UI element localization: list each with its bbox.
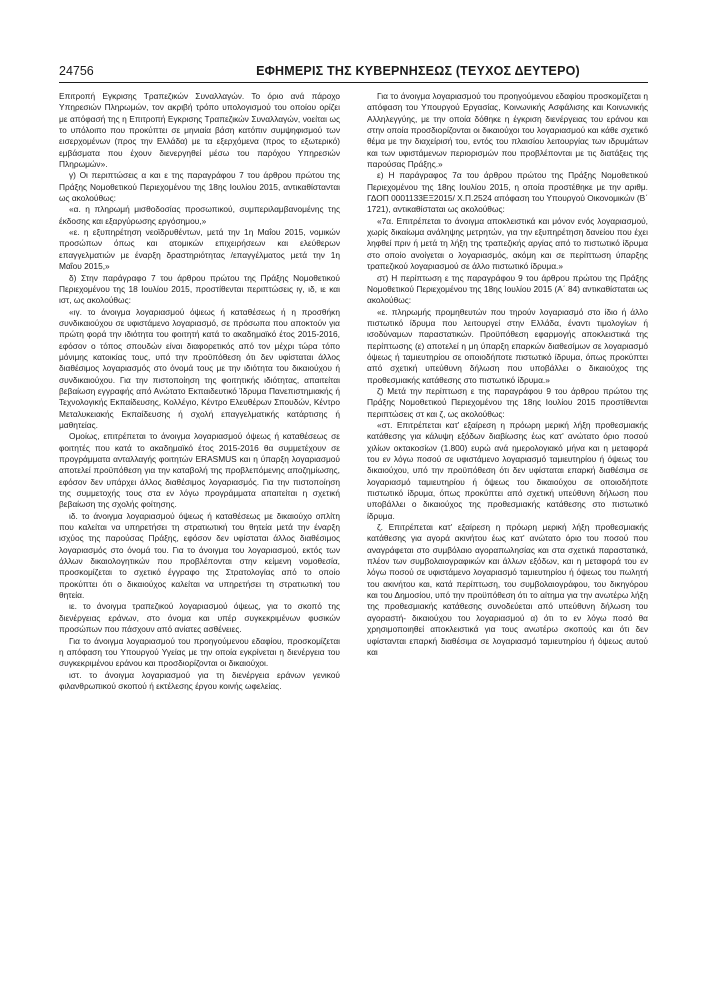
paragraph: «7α. Επιτρέπεται το άνοιγμα αποκλειστικά και μόνον ενός λογαριασμού, χωρίς δικαίωμα ανάληψης μετρητών, για την εξυπηρέτηση δανείου που έχει ληφθεί πριν ή μετά τη λήξη της τραπεζικής αργίας από το πιστωτικό ίδρυμα στο οποίο ανοίγεται ο λογαριασμός, ακόμη και σε περίπτωση ύπαρξης τραπεζικού λογαριασμού σε άλλο πιστωτικό ίδρυμα.» [367, 215, 648, 272]
paragraph: «στ. Επιτρέπεται κατ' εξαίρεση η πρόωρη μερική λήξη προθεσμιακής κατάθεσης για κάλυψη εξόδων διαβίωσης έως κατ' ανώτατο όριο ποσού χιλίων οκτακοσίων (1.800) ευρώ ανά ημερολογιακό μήνα και η μεταφορά του εν λόγω ποσού σε υφιστάμενο λογαριασμό ταμιευτηρίου ή όψεως του δικαιούχου, υπό την προϋπόθεση ότι δεν υφίσταται επαρκή διαθέσιμα σε λογαριασμό ταμιευτηρίου ή όψεως του δικαιούχου σε οποιοδήποτε πιστωτικό ίδρυμα, όπως προκύπτει από σχετική υπεύθυνη δήλωση που υποβάλλει ο δικαιούχος της προθεσμιακής κατάθεσης στο πιστωτικό ίδρυμα. [367, 419, 648, 521]
paragraph: δ) Στην παράγραφο 7 του άρθρου πρώτου της Πράξης Νομοθετικού Περιεχομένου της 18 Ιουλίου 2015, προστίθενται περιπτώσεις ιγ, ιδ, ιε και ιστ, ως ακολούθως: [59, 272, 340, 306]
right-column [367, 91, 648, 981]
paragraph: Επιτροπή Εγκρισης Τραπεζικών Συναλλαγών. Το όριο ανά πάροχο Υπηρεσιών Πληρωμών, τον ακριβή τρόπο υπολογισμού του οποίου ορίζει με απόφασή της η Επιτροπή Εγκρισης Τραπεζικών Συναλλαγών, νοείται ως το υπόλοιπο που προκύπτει σε μηνιαία βάση κατόπιν συμψηφισμού των εισερχομένων (προς την Ελλάδα) με τα εξερχόμενα (προς το εξωτερικό) εμβάσματα που έχουν διενεργηθεί μέσω του παρόχου Υπηρεσιών Πληρωμών». [59, 91, 340, 170]
paragraph: «ε. πληρωμής προμηθευτών που τηρούν λογαριασμό στο ίδιο ή άλλο πιστωτικό ίδρυμα που λειτουργεί στην Ελλάδα, έναντι τιμολογίων ή ισοδύναμων παραστατικών. Προϋπόθεση εφαρμογής αποκλειστικά της περίπτωσης (ε) αποτελεί η μη ύπαρξη επαρκών διαθεσίμων σε λογαριασμό όψεως ή ταμιευτηρίου σε οποιοδήποτε πιστωτικό ίδρυμα, όπως προκύπτει από σχετική υπεύθυνη δήλωση που υποβάλλει ο δικαιούχος της προθεσμιακής κατάθεσης στο πιστωτικό ίδρυμα.» [367, 306, 648, 385]
paragraph: γ) Οι περιπτώσεις α και ε της παραγράφου 7 του άρθρου πρώτου της Πράξης Νομοθετικού Περιεχομένου της 18ης Ιουλίου 2015, αντικαθίστανται ως ακολούθως: [59, 170, 340, 204]
paragraph: στ) Η περίπτωση ε της παραγράφου 9 του άρθρου πρώτου της Πράξης Νομοθετικού Περιεχομένου της 18ης Ιουλίου 2015 (Α΄ 84) αντικαθίσταται ως ακολούθως: [367, 272, 648, 306]
paragraph: ζ. Επιτρέπεται κατ' εξαίρεση η πρόωρη μερική λήξη προθεσμιακής κατάθεσης για αγορά ακινήτου έως κατ' ανώτατο όριο του ποσού που αναγράφεται στο συμβόλαιο αγοραπωλησίας και στα σχετικά παραστατικά, πλέον των συμβολαιογραφικών και άλλων εξόδων, και η μεταφορά του εν λόγω ποσού σε υφιστάμενο λογαριασμό ταμιευτηρίου ή όψεως του πωλητή του ακινήτου και, κατά περίπτωση, του συμβολαιογράφου, του δικηγόρου και του Δημοσίου, υπό την προϋπόθεση ότι το αίτημα για την ανωτέρω λήξη της προθεσμιακής κατάθεσης συνοδεύεται από υπεύθυνη δήλωση του αγοραστή- δικαιούχου του λογαριασμού α) ότι το εν λόγω ποσό θα χρησιμοποιηθεί αποκλειστικά για τους ανωτέρω σκοπούς και ότι δεν υφίστανται επαρκή διαθέσιμα σε λογαριασμό ταμιευτηρίου ή όψεως αυτού και [367, 522, 648, 657]
paragraph: ιδ. το άνοιγμα λογαριασμού όψεως ή καταθέσεως με δικαιούχο οπλίτη που καλείται να υπηρετήσει τη στρατιωτική του θητεία μετά την έναρξη ισχύος της παρούσας Πράξης, εφόσον δεν υφίσταται άλλος διαθέσιμος λογαριασμός στο όνομά του. Για το άνοιγμα του λογαριασμού, εκτός των άλλων δικαιολογητικών που προβλέπονται στην κείμενη νομοθεσία, προσκομίζεται το σχετικό έγγραφο της Στρατολογίας από το οποίο προκύπτει ότι ο δικαιούχος καλείται να υπηρετήσει τη στρατιωτική του θητεία. [59, 510, 340, 601]
paragraph: ζ) Μετά την περίπτωση ε της παραγράφου 9 του άρθρου πρώτου της Πράξης Νομοθετικού Περιεχομένου της 18ης Ιουλίου 2015 προστίθενται περιπτώσεις στ και ζ, ως ακολούθως: [367, 385, 648, 419]
paragraph: «α. η πληρωμή μισθοδοσίας προσωπικού, συμπεριλαμβανομένης της έκδοσης και εξαργύρωσης εργόσημου,» [59, 204, 340, 226]
paragraph: Για το άνοιγμα λογαριασμού του προηγούμενου εδαφίου προσκομίζεται η απόφαση του Υπουργού Εργασίας, Κοινωνικής Ασφάλισης και Κοινωνικής Αλληλεγγύης, με την οποία δόθηκε η έγκριση διενέργειας του εράνου και στην οποία προσδιορίζονται οι δικαιούχοι του λογαριασμού και κάθε σχετικό θέμα με την διαχείρισή του, εντός του πλαισίου λειτουργίας των ιδρυμάτων και των υφιστάμενων περιορισμών που προβλέπονται με τις διατάξεις της παρούσας Πράξης.» [367, 91, 648, 170]
left-column [59, 91, 340, 981]
paragraph: ε) Η παράγραφος 7α του άρθρου πρώτου της Πράξης Νομοθετικού Περιεχομένου της 18ης Ιουλίου 2015, η οποία προστέθηκε με την αριθμ. ΓΔΟΠ 0001133ΕΞ2015/ Χ.Π.2524 απόφαση του Υπουργού Οικονομικών (Β΄ 1721), αντικαθίσταται ως ακολούθως: [367, 170, 648, 215]
paragraph: Ομοίως, επιτρέπεται το άνοιγμα λογαριασμού όψεως ή καταθέσεως σε φοιτητές που κατά το ακαδημαϊκό έτος 2015-2016 θα συμμετέχουν σε προγράμματα ανταλλαγής φοιτητών ERASMUS και η ύπαρξη λογαριασμού αποτελεί προϋπόθεση για την καταβολή της προβλεπόμενης αποζημίωσης, εφόσον δεν υπάρχει άλλος διαθέσιμος λογαριασμός. Για την πιστοποίηση της συμμετοχής τους στα εν λόγω προγράμματα απαιτείται η σχετική βεβαίωση της σχολής φοίτησης. [59, 431, 340, 510]
page-title: ΕΦΗΜΕΡΙΣ ΤΗΣ ΚΥΒΕΡΝΗΣΕΩΣ (ΤΕΥΧΟΣ ΔΕΥΤΕΡΟ) [256, 64, 580, 78]
paragraph: Για το άνοιγμα λογαριασμού του προηγούμενου εδαφίου, προσκομίζεται η απόφαση του Υπουργού Υγείας με την οποία εγκρίνεται η διενέργεια του συγκεκριμένου εράνου και προσδιορίζονται οι δικαιούχοι. [59, 635, 340, 669]
paragraph: «ιγ. το άνοιγμα λογαριασμού όψεως ή καταθέσεως ή η προσθήκη συνδικαιούχου σε υφιστάμενο λογαριασμό, σε πρόσωπα που αποκτούν για πρώτη φορά την ιδιότητα του φοιτητή κατά το ακαδημαϊκό έτος 2015-2016, εφόσον ο τόπος σπουδών είναι διαφορετικός από τον μέχρι τώρα τόπο μόνιμης κατοικίας τους, υπό την προϋπόθεση ότι δεν υφίσταται άλλος διαθέσιμος λογαριασμός στο όνομά τους με την ιδιότητα του δικαιούχου ή συνδικαιούχου. Για την πιστοποίηση της φοιτητικής ιδιότητας, απαιτείται βεβαίωση εγγραφής από Ανώτατο Εκπαιδευτικό Ίδρυμα Πανεπιστημιακής ή Τεχνολογικής Εκπαίδευσης, Κολλέγιο, Κέντρο Ελευθέρων Σπουδών, Κέντρο Μεταλυκειακής Εκπαίδευσης ή σχολή επαγγελματικής κατάρτισης ή μαθητείας. [59, 306, 340, 430]
paragraph: ιστ. το άνοιγμα λογαριασμού για τη διενέργεια εράνων γενικού φιλανθρωπικού σκοπού ή εκτέλεσης έργου κοινής ωφελείας. [59, 669, 340, 691]
header-rule [59, 82, 648, 83]
paragraph: «ε. η εξυπηρέτηση νεοϊδρυθέντων, μετά την 1η Μαΐου 2015, νομικών προσώπων όπως και ατομικών επιχειρήσεων και ελεύθερων επαγγελματιών με έναρξη δραστηριότητας /επαγγέλματος μετά την 1η Μαΐου 2015,» [59, 227, 340, 272]
page-number: 24756 [59, 64, 94, 78]
paragraph: ιε. το άνοιγμα τραπεζικού λογαριασμού όψεως, για το σκοπό της διενέργειας εράνων, στο όνομα και υπέρ συγκεκριμένων φυσικών προσώπων που πάσχουν από ανίατες ασθένειες. [59, 601, 340, 635]
